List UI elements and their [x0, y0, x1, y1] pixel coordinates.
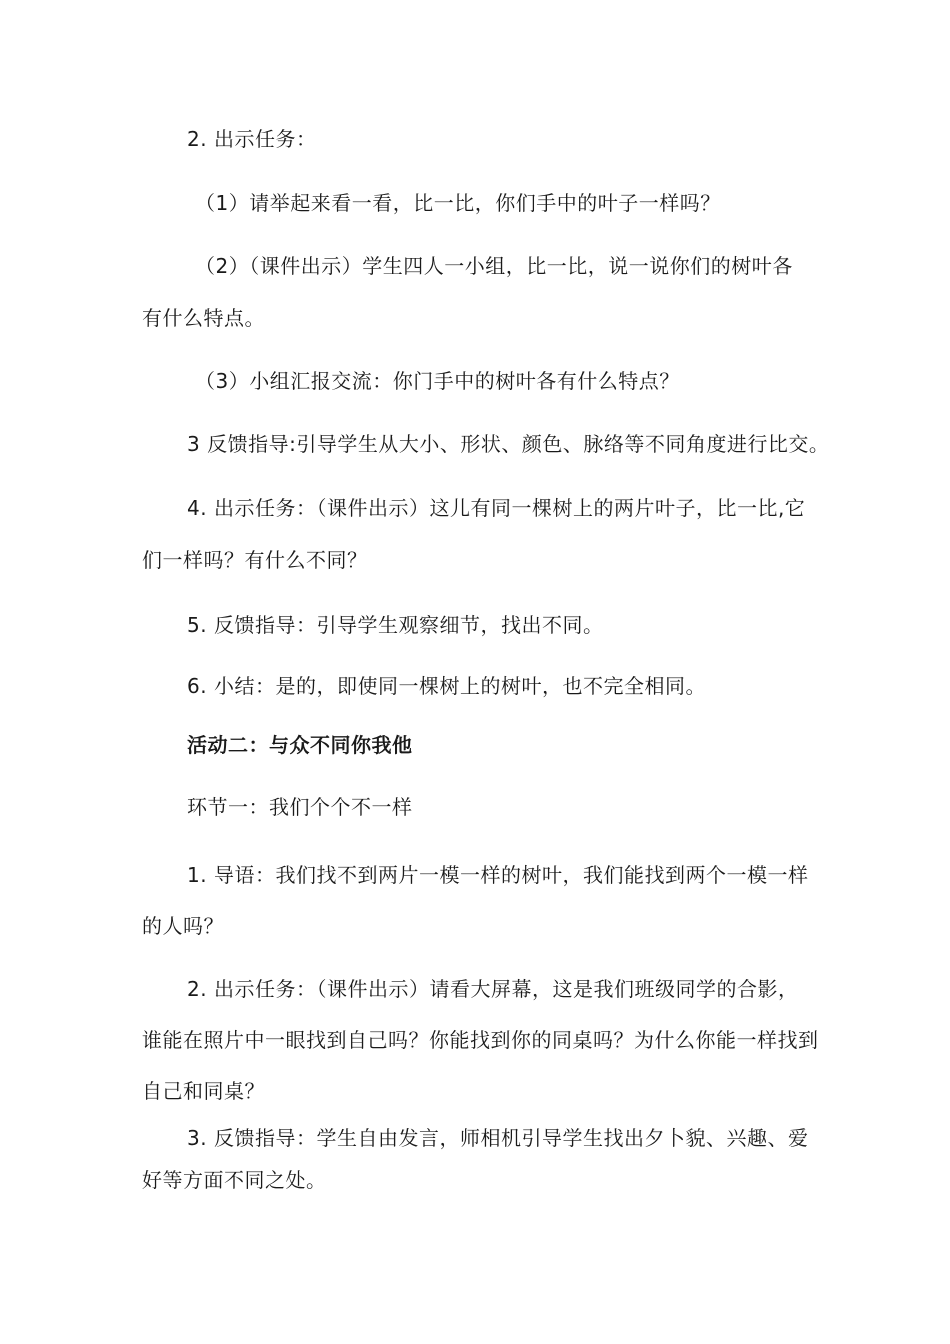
- text-line: 好等方面不同之处。: [142, 1168, 327, 1192]
- text-line: （3）小组汇报交流：你门手中的树叶各有什么特点？: [195, 369, 680, 393]
- text-line: （1）请举起来看一看，比一比，你们手中的叶子一样吗？: [195, 191, 721, 215]
- text-line: 的人吗？: [142, 914, 224, 938]
- text-line: 1. 导语：我们找不到两片一模一样的树叶，我们能找到两个一模一样: [187, 863, 809, 887]
- section-heading: 活动二：与众不同你我他: [187, 733, 413, 757]
- text-line: 谁能在照片中一眼找到自己吗？你能找到你的同桌吗？为什么你能一样找到: [142, 1028, 819, 1052]
- text-line: 2. 出示任务：: [187, 127, 317, 151]
- text-line: （2）（课件出示）学生四人一小组，比一比，说一说你们的树叶各: [195, 254, 793, 278]
- text-line: 6. 小结：是的，即使同一棵树上的树叶，也不完全相同。: [187, 674, 706, 698]
- text-line: 有什么特点。: [142, 306, 265, 330]
- text-line: 5. 反馈指导：引导学生观察细节，找出不同。: [187, 613, 604, 637]
- subsection-heading: 环节一：我们个个不一样: [187, 795, 413, 819]
- text-line: 自己和同桌？: [142, 1079, 265, 1103]
- text-line: 3 反馈指导:引导学生从大小、形状、颜色、脉络等不同角度进行比交。: [187, 432, 830, 456]
- text-line: 2. 出示任务：（课件出示）请看大屏幕，这是我们班级同学的合影，: [187, 977, 799, 1001]
- text-line: 3. 反馈指导：学生自由发言，师相机引导学生找出夕卜貌、兴趣、爱: [187, 1126, 809, 1150]
- text-line: 4. 出示任务：（课件出示）这儿有同一棵树上的两片叶子，比一比,它: [187, 496, 806, 520]
- text-line: 们一样吗？有什么不同？: [142, 548, 368, 572]
